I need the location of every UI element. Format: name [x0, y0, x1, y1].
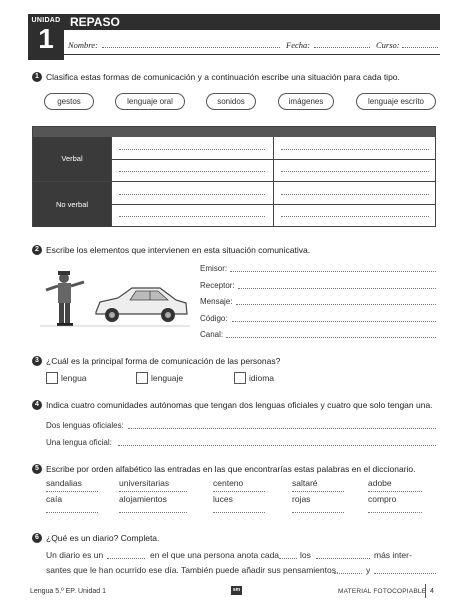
one-language-field[interactable]: [118, 445, 436, 446]
question-number: 4: [32, 400, 42, 410]
table-header-bar: [33, 127, 435, 137]
answer-line[interactable]: [292, 512, 344, 513]
question-number: 2: [32, 245, 42, 255]
header-divider: [64, 54, 440, 55]
question-text: Escribe los elementos que intervienen en esta situación comunicativa.: [46, 245, 311, 255]
row-divider: [33, 181, 435, 182]
question-number: 6: [32, 533, 42, 543]
blank-field[interactable]: [374, 573, 436, 574]
emisor-label: Emisor:: [200, 264, 228, 273]
codigo-field[interactable]: [232, 321, 436, 322]
dictionary-word: universitarias: [119, 478, 170, 488]
choice-label: lengua: [61, 373, 87, 383]
unit-badge: [28, 14, 64, 60]
question-number: 1: [32, 72, 42, 82]
page-number: 4: [430, 588, 434, 595]
answer-line[interactable]: [368, 512, 422, 513]
receptor-field[interactable]: [238, 288, 436, 289]
footer-divider: [425, 584, 426, 598]
dictionary-word: saltaré: [292, 478, 318, 488]
course-field[interactable]: [402, 47, 438, 48]
answer-line[interactable]: [281, 216, 429, 217]
codigo-label: Código:: [200, 314, 228, 323]
option-pill: imágenes: [278, 93, 334, 110]
dictionary-word: alojamientos: [119, 494, 167, 504]
page-title: REPASO: [64, 14, 440, 30]
answer-line[interactable]: [119, 194, 265, 195]
mensaje-field[interactable]: [236, 304, 436, 305]
date-label: Fecha:: [286, 40, 311, 50]
blank-field[interactable]: [107, 558, 145, 559]
row-divider: [111, 204, 435, 205]
sentence-fragment: en el que una persona anota cada: [150, 550, 280, 560]
dictionary-word: caía: [46, 494, 63, 504]
dictionary-word: adobe: [368, 478, 392, 488]
option-pill: lenguaje oral: [115, 93, 185, 110]
question-text: ¿Cuál es la principal forma de comunicación de las personas?: [46, 356, 281, 366]
question-text: Indica cuatro comunidades autónomas que tengan dos lenguas oficiales y cuatro que solo tengan una.: [46, 400, 433, 410]
answer-line[interactable]: [368, 491, 422, 492]
answer-line[interactable]: [119, 171, 265, 172]
blank-field[interactable]: [279, 558, 297, 559]
emisor-field[interactable]: [230, 271, 436, 272]
footer-course: Lengua 5.º EP. Unidad 1: [30, 588, 106, 595]
option-pill: gestos: [44, 93, 94, 110]
student-info-row: [64, 36, 440, 52]
question-number: 5: [32, 464, 42, 474]
answer-line[interactable]: [119, 149, 265, 150]
blank-field[interactable]: [334, 573, 362, 574]
answer-line[interactable]: [281, 171, 429, 172]
choice-label: lenguaje: [151, 373, 184, 383]
question-text: Escribe por orden alfabético las entradas en las que encontrarías estas palabras en el diccionario.: [46, 464, 416, 474]
dictionary-word: luces: [213, 494, 233, 504]
checkbox-lenguaje[interactable]: [136, 372, 148, 384]
two-languages-label: Dos lenguas oficiales:: [46, 421, 124, 430]
date-field[interactable]: [314, 47, 370, 48]
dictionary-word: rojas: [292, 494, 311, 504]
publisher-logo: sm: [232, 587, 241, 593]
answer-line[interactable]: [281, 149, 429, 150]
row-label-nonverbal: No verbal: [33, 182, 111, 227]
checkbox-idioma[interactable]: [234, 372, 246, 384]
unit-number: 1: [38, 23, 54, 54]
sentence-fragment: los: [300, 550, 311, 560]
dictionary-word: centeno: [213, 478, 244, 488]
answer-line[interactable]: [213, 491, 265, 492]
question-text: ¿Qué es un diario? Completa.: [46, 533, 160, 543]
mensaje-label: Mensaje:: [200, 297, 233, 306]
answer-line[interactable]: [281, 194, 429, 195]
choice-label: idioma: [249, 373, 275, 383]
sentence-fragment: y: [366, 565, 371, 575]
name-field[interactable]: [102, 47, 280, 48]
sentence-fragment: más inter-: [374, 550, 412, 560]
answer-line[interactable]: [213, 512, 265, 513]
answer-line[interactable]: [46, 512, 98, 513]
sentence-fragment: Un diario es un: [46, 550, 104, 560]
row-label-verbal: Verbal: [33, 137, 111, 181]
classification-table: [32, 126, 436, 227]
option-pill: sonidos: [206, 93, 256, 110]
canal-field[interactable]: [226, 337, 436, 338]
dictionary-word: sandalias: [46, 478, 82, 488]
sentence-fragment: santes que le han ocurrido ese día. También puede añadir sus pensamientos,: [46, 565, 339, 575]
course-label: Curso:: [376, 40, 400, 50]
answer-line[interactable]: [119, 512, 187, 513]
canal-label: Canal:: [200, 330, 224, 339]
blank-field[interactable]: [316, 558, 370, 559]
answer-line[interactable]: [119, 216, 265, 217]
one-language-label: Una lengua oficial:: [46, 438, 112, 447]
traffic-officer-illustration: [40, 268, 190, 330]
answer-line[interactable]: [46, 491, 98, 492]
option-pill: lenguaje escrito: [356, 93, 436, 110]
receptor-label: Receptor:: [200, 281, 235, 290]
row-divider: [111, 159, 435, 160]
footer-photocopiable: MATERIAL FOTOCOPIABLE: [338, 588, 427, 595]
answer-line[interactable]: [119, 491, 187, 492]
checkbox-lengua[interactable]: [46, 372, 58, 384]
name-label: Nombre:: [68, 40, 98, 50]
answer-line[interactable]: [292, 491, 344, 492]
question-text: Clasifica estas formas de comunicación y a continuación escribe una situación para cada tipo.: [46, 72, 400, 82]
question-number: 3: [32, 356, 42, 366]
two-languages-field[interactable]: [128, 428, 436, 429]
unit-label: UNIDAD: [31, 17, 61, 24]
dictionary-word: compro: [368, 494, 397, 504]
